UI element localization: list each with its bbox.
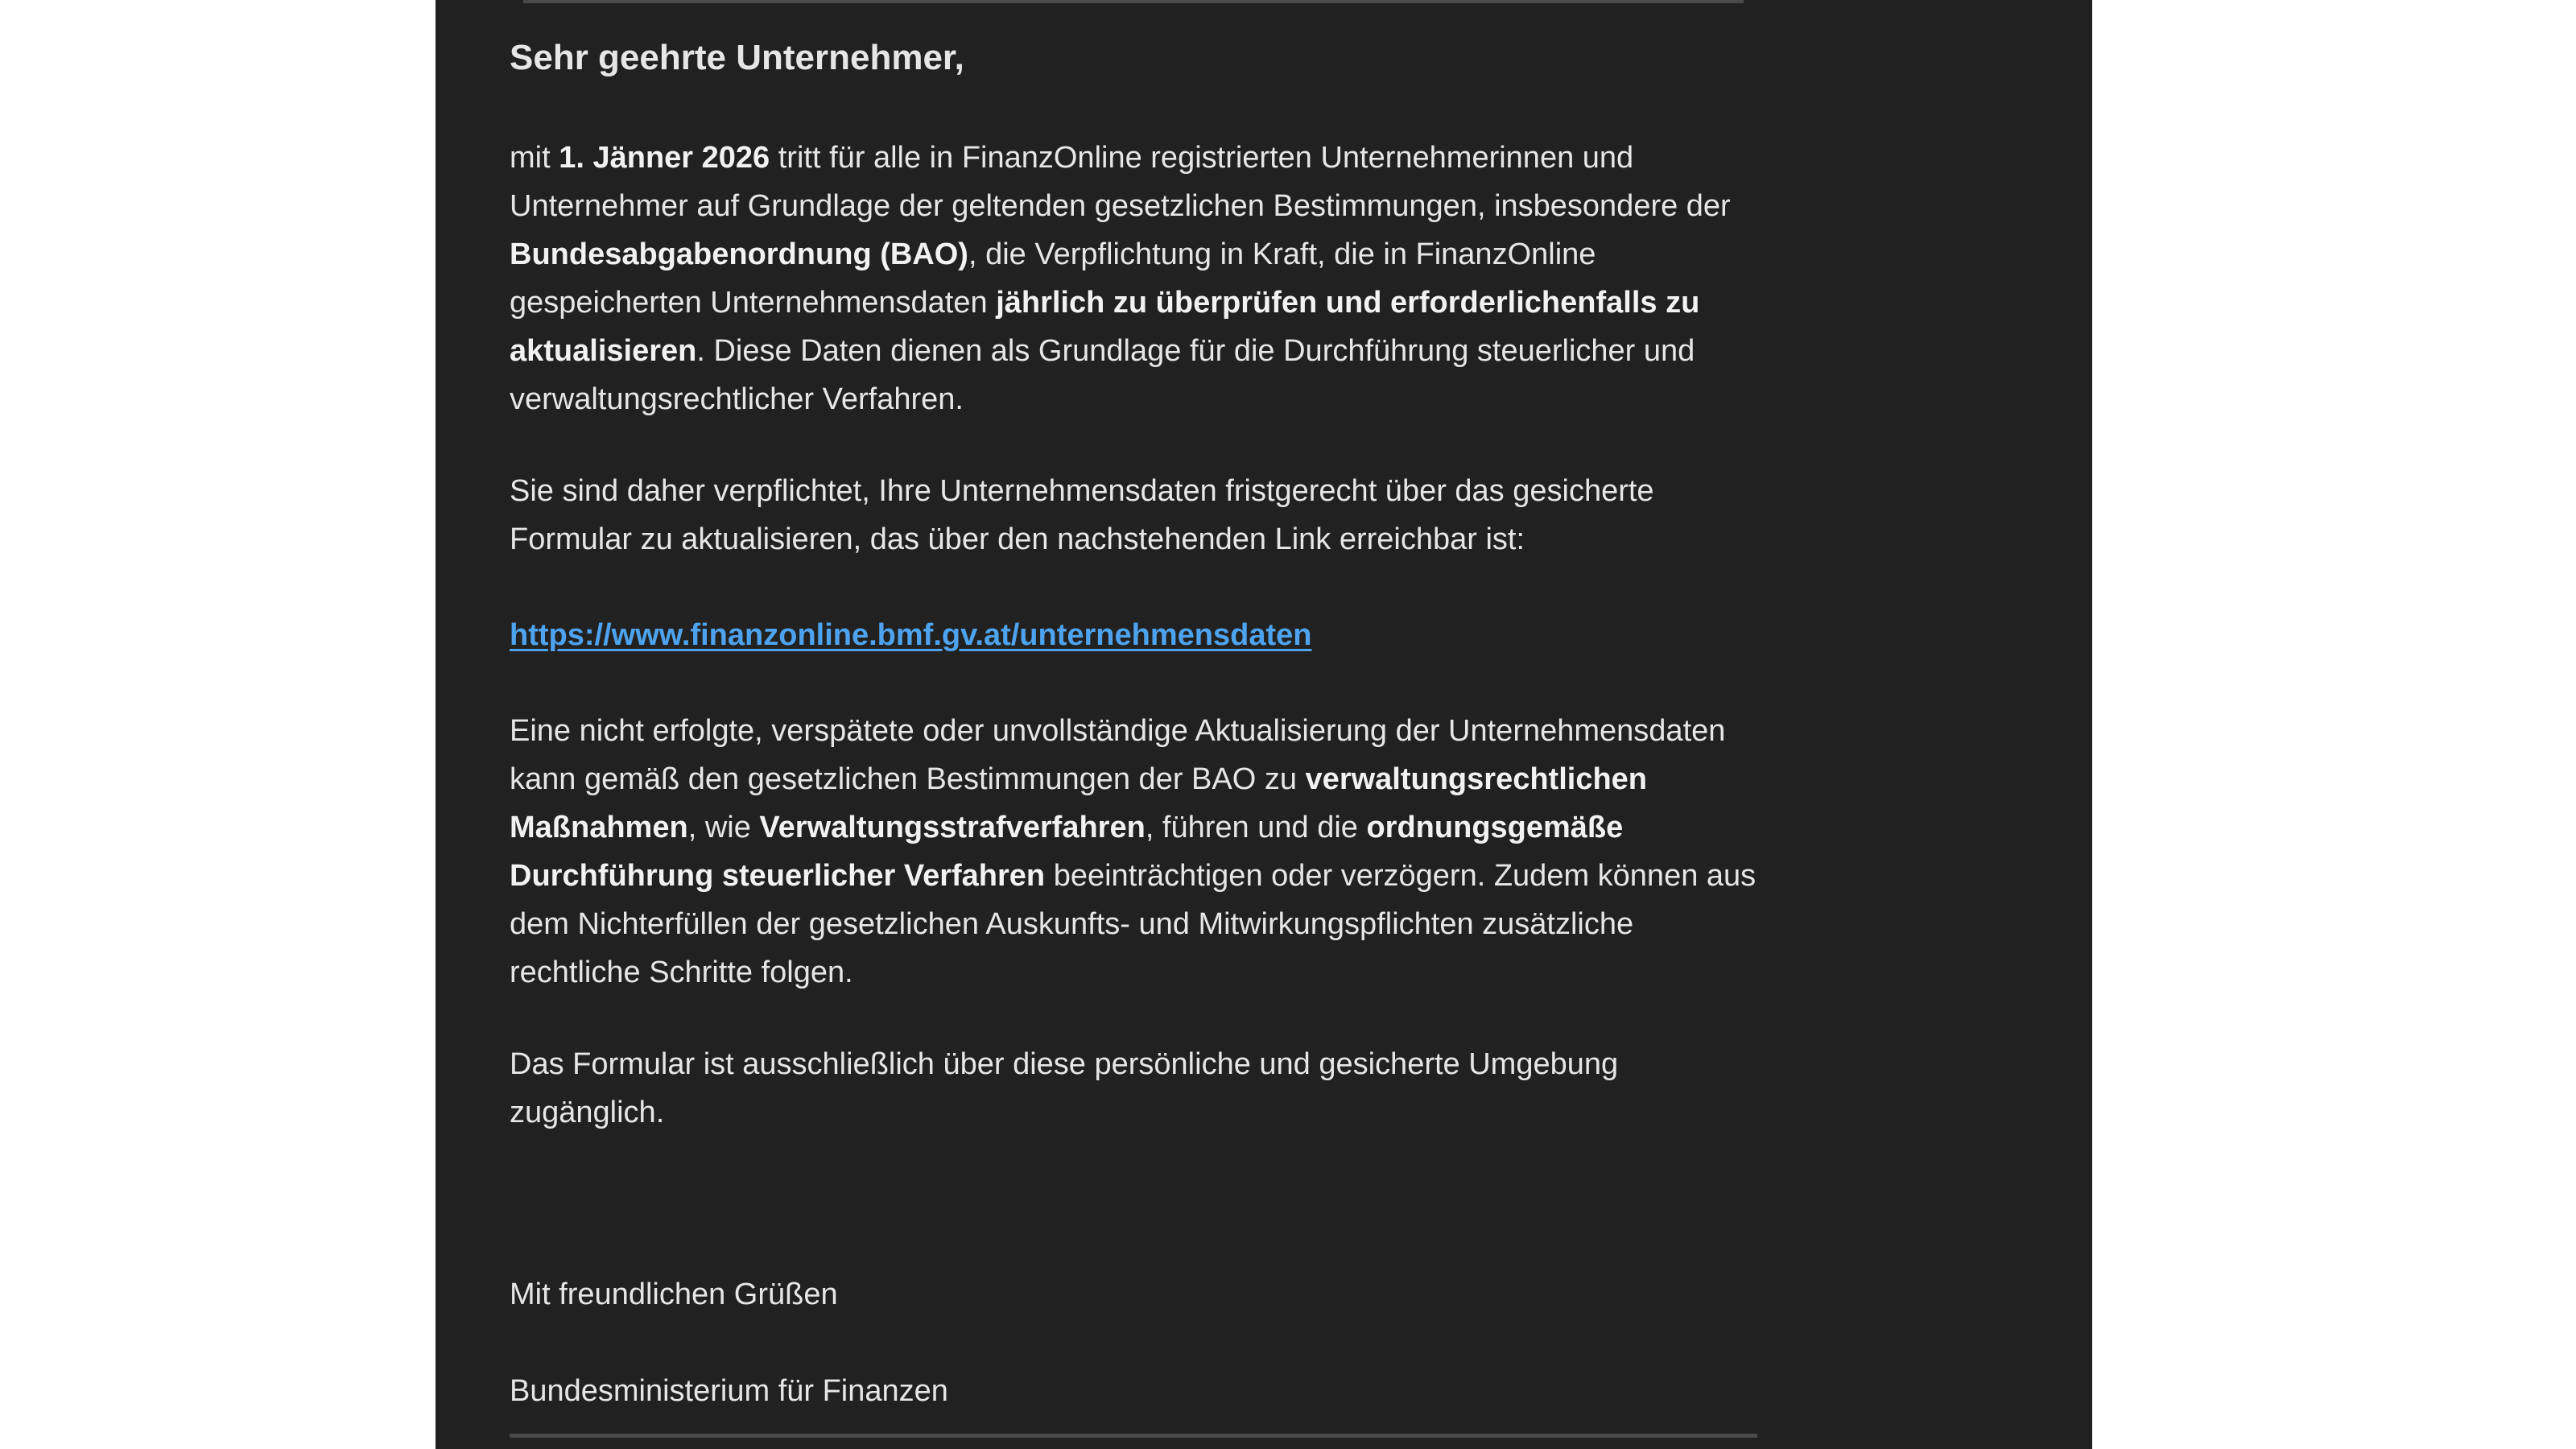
paragraph-obligation — [510, 134, 1765, 423]
bold-law-name: Bundesabgabenordnung (BAO) — [510, 237, 968, 271]
bold-date: 1. Jänner 2026 — [559, 141, 770, 175]
text-run: , wie — [687, 811, 760, 844]
paragraph-instruction: Sie sind daher verpflichtet, Ihre Unternehmensdaten fristgerecht über das gesicherte Formular zu aktualisieren, das über den nachstehenden Link erreichbar ist: — [510, 474, 1654, 556]
email-sender: Bundesministerium für Finanzen — [510, 1374, 948, 1408]
bottom-divider — [510, 1434, 1757, 1438]
top-divider — [523, 0, 1744, 3]
bold-tax-procedures: ordnungsgemäße Durchführung steuerlicher Verfahren — [510, 811, 1624, 893]
email-body-pane — [436, 0, 2092, 1449]
bold-measures: verwaltungsrechtlichen Maßnahmen — [510, 762, 1648, 844]
form-link[interactable]: https://www.finanzonline.bmf.gv.at/unternehmensdaten — [510, 618, 1312, 652]
text-run: , führen und die — [1145, 811, 1367, 844]
link-paragraph — [510, 611, 1765, 659]
text-run: tritt für alle in FinanzOnline registrierten Unternehmerinnen und Unternehmer auf Grundlage der geltenden gesetzlichen Bestimmungen, insbesondere der — [510, 141, 1731, 223]
paragraph-consequences — [510, 707, 1765, 997]
text-run: mit — [510, 141, 559, 175]
text-run: Eine nicht erfolgte, verspätete oder unvollständige Aktualisierung der Unternehmensdaten kann gemäß den gesetzlichen Bestimmungen der BAO zu — [510, 714, 1726, 796]
email-closing: Mit freundlichen Grüßen — [510, 1278, 838, 1311]
text-run: . Diese Daten dienen als Grundlage für die Durchführung steuerlicher und verwaltungsrechtlicher Verfahren. — [510, 334, 1695, 416]
text-run: beeinträchtigen oder verzögern. Zudem können aus dem Nichterfüllen der gesetzlichen Auskunfts- und Mitwirkungspflichten zusätzliche rechtliche Schritte folgen. — [510, 859, 1757, 989]
email-content — [510, 29, 1765, 1415]
text-run: , die Verpflichtung in Kraft, die in FinanzOnline gespeicherten Unternehmensdaten — [510, 237, 1596, 320]
paragraph-access-note: Das Formular ist ausschließlich über diese persönliche und gesicherte Umgebung zugänglich. — [510, 1047, 1619, 1129]
bold-penalty-proceedings: Verwaltungsstrafverfahren — [759, 811, 1146, 844]
email-greeting: Sehr geehrte Unternehmer, — [510, 38, 964, 77]
bold-requirement: jährlich zu überprüfen und erforderlichenfalls zu aktualisieren — [510, 286, 1700, 368]
